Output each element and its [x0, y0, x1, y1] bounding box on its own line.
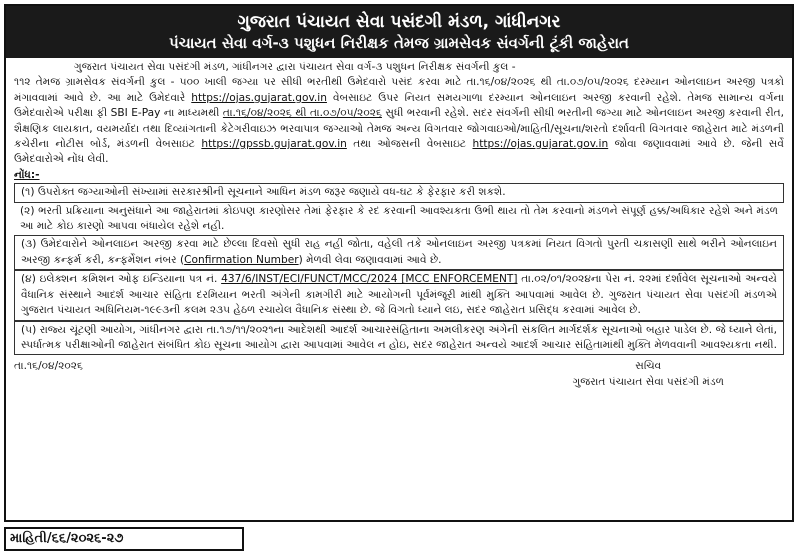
- note-1: (૧) ઉપરોક્ત જગ્યાઓની સંખ્યામાં સરકારશ્રીની સૂચનાને આધિન મંડળ જરૂર જણાયે વધ-ઘટ કે ફેરફાર કરી શકશે.: [14, 183, 784, 202]
- para1-part3: સુધી ભરવાની રહેશે. સદર સંવર્ગની સીધી ભરતીની જગ્યા માટે ઓનલાઇન અરજી કરવાની રીત, શૈક્ષણિક લાયકાત, વયમર્યાદા તથા દિવ્યાંગતાની કેટેગરીવાઇઝ ભરવાપાત્ર જગ્યાઓ તેમજ અન્ય વિગતવાર જોગવાઇઓ/માહિતી/સૂચના/શરતો દર્શાવતી વિગતવાર જાહેરાત માટે મંડળની કચેરીના નોટીસ બોર્ડ, મંડળની વેબસાઇટ: [14, 107, 784, 151]
- intro-line: ગુજરાત પંચાયત સેવા પસંદગી મંડળ, ગાંધીનગર દ્વારા પંચાયત સેવા વર્ગ-૩ પશુધન નિરીક્ષક સંવર્ગની કુલ -: [74, 61, 516, 73]
- para1-part4: તથા ઓજસની વેબસાઇટ: [346, 138, 473, 151]
- info-reference: માહિતી/૬૬/૨૦૨૬-૨૭: [4, 527, 244, 551]
- para1-part1: ૧૧૨ તેમજ ગ્રામસેવક સંવર્ગની કુલ - ૫૦૦ ખાલી જગ્યા પર સીધી ભરતીથી ઉમેદવારો પસંદ કરવા માટે તા.૧૬/૦૪/૨૦૨૬ થી તા.૦૭/૦૫/૨૦૨૬ દરમ્યાન ઓનલાઇન અરજી પત્રકો મંગાવવામાં આવે છે. આ માટે ઉમેદવારે: [14, 76, 784, 104]
- para1-part5: જોવા જણાવવામાં આવે છે. જેની સર્વે ઉમેદવારોએ નોંધ લેવી.: [14, 138, 784, 166]
- notice-header: [6, 6, 792, 58]
- ojas-link[interactable]: https://ojas.gujarat.gov.in: [191, 91, 327, 104]
- note-3: [14, 235, 784, 270]
- note-4: [14, 270, 784, 320]
- notice-frame: [4, 4, 794, 522]
- eci-letter-ref: 437/6/INST/ECI/FUNCT/MCC/2024 [MCC ENFORCEMENT]: [221, 273, 518, 286]
- signature-block: [14, 359, 784, 390]
- notice-body: [6, 58, 792, 390]
- note-3-part1: (૩) ઉમેદવારોને ઓનલાઇન અરજી કરવા માટે છેલ્લા દિવસો સુધી રાહ નહી જોતા, વહેલી તકે ઓનલાઇન અરજી પત્રકમાં નિયત વિગતો પુરતી ચકાસણી સાથે ભરીને ઓનલાઇન અરજી કન્ફર્મ કરી, કન્ફર્મેશન નંબર (: [21, 238, 777, 266]
- fee-dates: તા.૧૬/૦૪/૨૦૨૬ થી તા.૦૭/૦૫/૨૦૨૬: [222, 107, 382, 120]
- note-4-part1: (૪) ઇલેક્શન કમિશન ઓફ ઇન્ડિયાના પત્ર નં.: [21, 273, 222, 286]
- note-4-part2: તા.૦૨/૦૧/૨૦૨૪ના પેરા નં. ૨૨માં દર્શાવેલ સૂચનાઓ અન્વયે વૈધાનિક સંસ્થાને આદર્શ આચાર સંહિતા દરમિયાન ભરતી અંગેની કામગીરી માટે આયોગની પૂર્વમંજૂરી માંથી મુક્તિ આપવામાં આવેલ છે. ગુજરાત પંચાયત સેવા પસંદગી મંડળએ ગુજરાત પંચાયત અધિનિયમ-૧૯૯૩ની કલમ ૨૩૫ હેઠળ રચાયેલ વૈધાનિક સંસ્થા છે. જે વિગતો ધ્યાને લઇ, સદર જાહેરાત પ્રસિદ્ધ કરવામાં આવેલ છે.: [21, 273, 777, 317]
- signatory: [573, 359, 784, 390]
- main-paragraph: [14, 75, 784, 167]
- note-3-part2: ) મેળવી લેવા જણાવવામાં આવે છે.: [298, 253, 442, 266]
- confirmation-number: Confirmation Number: [184, 253, 299, 266]
- notice-date: તા.૧૬/૦૪/૨૦૨૬: [14, 360, 83, 373]
- notes-label: નોંધ:-: [14, 168, 40, 181]
- notice-title: પંચાયત સેવા વર્ગ-૩ પશુધન નિરીક્ષક તેમજ ગ્રામસેવક સંવર્ગની ટૂંકી જાહેરાત: [168, 34, 629, 52]
- note-2: (૨) ભરતી પ્રક્રિયાના અનુસંધાને આ જાહેરાતમાં કોઇપણ કારણોસર તેમાં ફેરફાર કે રદ કરવાની આવશ્યકતા ઉભી થાય તો તેમ કરવાનો મંડળને સંપૂર્ણ હક્ક/અધિકાર રહેશે અને મંડળ આ માટે કોઇ કારણો આપવા બંધાયેલ રહેશે નહી.: [20, 204, 778, 233]
- office-name: ગુજરાત પંચાયત સેવા પસંદગી મંડળ: [572, 375, 724, 388]
- note-5: (૫) રાજ્ય ચૂંટણી આયોગ, ગાંધીનગર દ્વારા તા.૧૭/૧૧/૨૦૨૧ના આદેશથી આદર્શ આચારસંહિતાના અમલીકરણ અંગેની સંકલિત માર્ગદર્શક સૂચનાઓ બહાર પાડેલ છે. જે ધ્યાને લેતાં, સ્પર્ધાત્મક પરીક્ષાઓની જાહેરાત સંબંધિત કોઇ સૂચના આયોગ દ્વારા આપવામાં આવેલ ન હોઇ, સદર જાહેરાત અન્વયે આદર્શ આચાર સંહિતામાંથી મુક્તિ મેળવવાની આવશ્યકતા નથી.: [14, 321, 784, 356]
- gpssb-link[interactable]: https://gpssb.gujarat.gov.in: [201, 138, 347, 151]
- board-title: ગુજરાત પંચાયત સેવા પસંદગી મંડળ, ગાંધીનગર: [237, 12, 561, 32]
- ojas-link-2[interactable]: https://ojas.gujarat.gov.in: [472, 138, 609, 151]
- para1-part2: વેબસાઇટ ઉપર નિયત સમયગાળા દરમ્યાન ઓનલાઇન અરજી કરવાની રહેશે. તેમજ સામાન્ય વર્ગના ઉમેદવારોએ પરીક્ષા ફી SBI E-Pay ના માધ્યમથી: [14, 91, 784, 120]
- designation: સચિવ: [635, 360, 662, 373]
